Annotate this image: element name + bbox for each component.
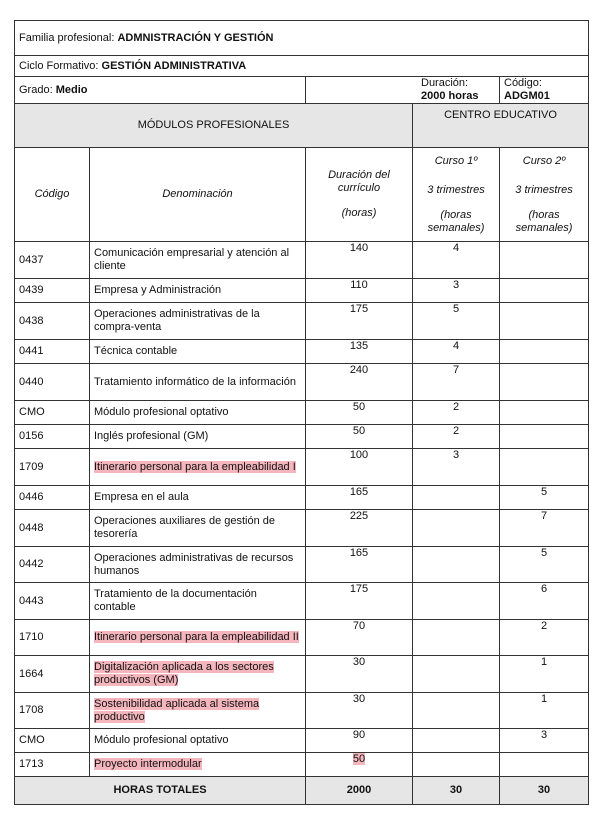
grado-row [15,77,589,104]
module-hours: 30 [306,656,413,693]
module-code: 0441 [15,340,90,364]
module-code: 1710 [15,620,90,656]
module-hours-text: 50 [352,753,366,765]
familia-row [15,21,589,56]
module-hours: 70 [306,620,413,656]
module-hours [306,753,413,777]
totals-horas: 2000 [306,777,413,805]
module-name: Inglés profesional (GM) [90,425,306,449]
module-curso1: 4 [413,340,500,364]
module-curso2: 5 [500,486,589,510]
duracion-value: 2000 horas [421,90,479,102]
curso2-horas-l1: (horas [528,208,560,221]
duracion-header-line1: Duración del [328,169,390,181]
totals-label: HORAS TOTALES [15,777,306,805]
module-code: 0438 [15,303,90,340]
ciclo-value: GESTIÓN ADMINISTRATIVA [101,59,247,72]
table-row [15,510,589,547]
curso1-label: Curso 1º [434,154,478,167]
module-curso2 [500,340,589,364]
module-name [90,753,306,777]
module-curso2 [500,401,589,425]
module-hours: 30 [306,693,413,729]
module-curso2: 2 [500,620,589,656]
modulos-header: MÓDULOS PROFESIONALES [15,104,413,148]
module-name: Operaciones auxiliares de gestión de tesorería [90,510,306,547]
module-hours: 175 [306,583,413,620]
curso1-col-header [413,148,500,242]
column-header-row [15,148,589,242]
table-row [15,547,589,583]
module-curso1 [413,583,500,620]
curso2-col-header [500,148,589,242]
module-curso2: 1 [500,693,589,729]
module-curso1: 3 [413,279,500,303]
module-name: Tratamiento informático de la información [90,364,306,401]
module-curso1 [413,753,500,777]
curso2-label: Curso 2º [522,154,566,167]
module-hours: 50 [306,401,413,425]
module-curso2 [500,364,589,401]
module-hours: 135 [306,340,413,364]
module-name: Operaciones administrativas de la compra-venta [90,303,306,340]
module-name [90,693,306,729]
module-name-text: Itinerario personal para la empleabilidad II [94,631,299,643]
module-code: 0439 [15,279,90,303]
module-name [90,656,306,693]
module-curso2 [500,303,589,340]
module-name: Módulo profesional optativo [90,401,306,425]
module-curso1 [413,547,500,583]
module-curso1: 3 [413,449,500,486]
module-name: Comunicación empresarial y atención al cliente [90,242,306,279]
module-hours: 165 [306,486,413,510]
duracion-col-header [306,148,413,242]
codigo-value: ADGM01 [504,90,550,102]
module-curso1 [413,656,500,693]
codigo-label: Código: [504,77,542,89]
module-name-text: Sostenibilidad aplicada al sistema productivo [94,697,260,723]
codigo-col-header: Código [15,148,90,242]
table-row [15,425,589,449]
grado-label: Grado: [19,83,53,96]
module-code: 0440 [15,364,90,401]
table-row [15,303,589,340]
table-row [15,242,589,279]
ciclo-row [15,56,589,77]
module-code: 0442 [15,547,90,583]
module-name [90,620,306,656]
curso1-horas-l1: (horas [440,208,472,221]
module-code: 1708 [15,693,90,729]
table-row [15,656,589,693]
module-curso1: 4 [413,242,500,279]
module-curso2 [500,242,589,279]
section-header-row [15,104,589,148]
module-code: 1713 [15,753,90,777]
module-code: 1664 [15,656,90,693]
module-rows [15,242,589,777]
module-curso1: 2 [413,401,500,425]
module-curso2 [500,279,589,303]
module-hours: 100 [306,449,413,486]
module-name-text: Proyecto intermodular [94,758,202,770]
table-row [15,340,589,364]
duracion-label: Duración: [421,77,469,89]
table-row [15,753,589,777]
module-curso2: 3 [500,729,589,753]
totals-curso2: 30 [500,777,589,805]
module-curso1 [413,693,500,729]
familia-label: Familia profesional: [19,31,115,44]
totals-row [15,777,589,805]
module-code: 0443 [15,583,90,620]
module-hours: 225 [306,510,413,547]
duracion-header-line2: currículo [337,182,381,194]
curso1-horas-l2: semanales) [427,221,485,234]
module-curso1 [413,729,500,753]
module-curso1: 2 [413,425,500,449]
module-name: Tratamiento de la documentación contable [90,583,306,620]
module-name-text: Itinerario personal para la empleabilidad I [94,460,296,473]
module-curso1 [413,510,500,547]
table-row [15,279,589,303]
module-code: CMO [15,729,90,753]
familia-value: ADMNISTRACIÓN Y GESTIÓN [117,31,274,44]
module-curso2 [500,753,589,777]
module-hours: 240 [306,364,413,401]
centro-header: CENTRO EDUCATIVO [413,104,589,148]
module-name: Empresa y Administración [90,279,306,303]
curso2-trimestres: 3 trimestres [515,183,573,196]
module-name: Técnica contable [90,340,306,364]
module-curso1 [413,486,500,510]
curriculum-table [14,20,589,805]
module-code: 0437 [15,242,90,279]
module-name: Módulo profesional optativo [90,729,306,753]
module-curso2 [500,425,589,449]
ciclo-label: Ciclo Formativo: [19,59,99,72]
curriculum-document [14,20,588,805]
table-row [15,364,589,401]
module-hours: 90 [306,729,413,753]
module-code: 0448 [15,510,90,547]
table-row [15,729,589,753]
module-curso2: 1 [500,656,589,693]
totals-curso1: 30 [413,777,500,805]
module-curso2: 5 [500,547,589,583]
table-row [15,583,589,620]
module-hours: 110 [306,279,413,303]
module-hours: 140 [306,242,413,279]
module-code: 0446 [15,486,90,510]
table-row [15,401,589,425]
module-curso2: 6 [500,583,589,620]
module-curso1: 7 [413,364,500,401]
table-row [15,449,589,486]
table-row [15,486,589,510]
module-hours: 175 [306,303,413,340]
module-curso1 [413,620,500,656]
module-curso2 [500,449,589,486]
module-name: Empresa en el aula [90,486,306,510]
module-name: Operaciones administrativas de recursos humanos [90,547,306,583]
module-curso2: 7 [500,510,589,547]
table-row [15,693,589,729]
module-hours: 165 [306,547,413,583]
module-curso1: 5 [413,303,500,340]
curso2-horas-l2: semanales) [515,221,573,234]
grado-value: Medio [55,83,88,96]
module-code: 0156 [15,425,90,449]
module-name [90,449,306,486]
curso1-trimestres: 3 trimestres [427,183,485,196]
table-row [15,620,589,656]
module-code: CMO [15,401,90,425]
duracion-header-line3: (horas) [341,207,377,219]
module-hours: 50 [306,425,413,449]
denominacion-col-header: Denominación [90,148,306,242]
module-name-text: Digitalización aplicada a los sectores productivos (GM) [94,661,274,686]
module-code: 1709 [15,449,90,486]
